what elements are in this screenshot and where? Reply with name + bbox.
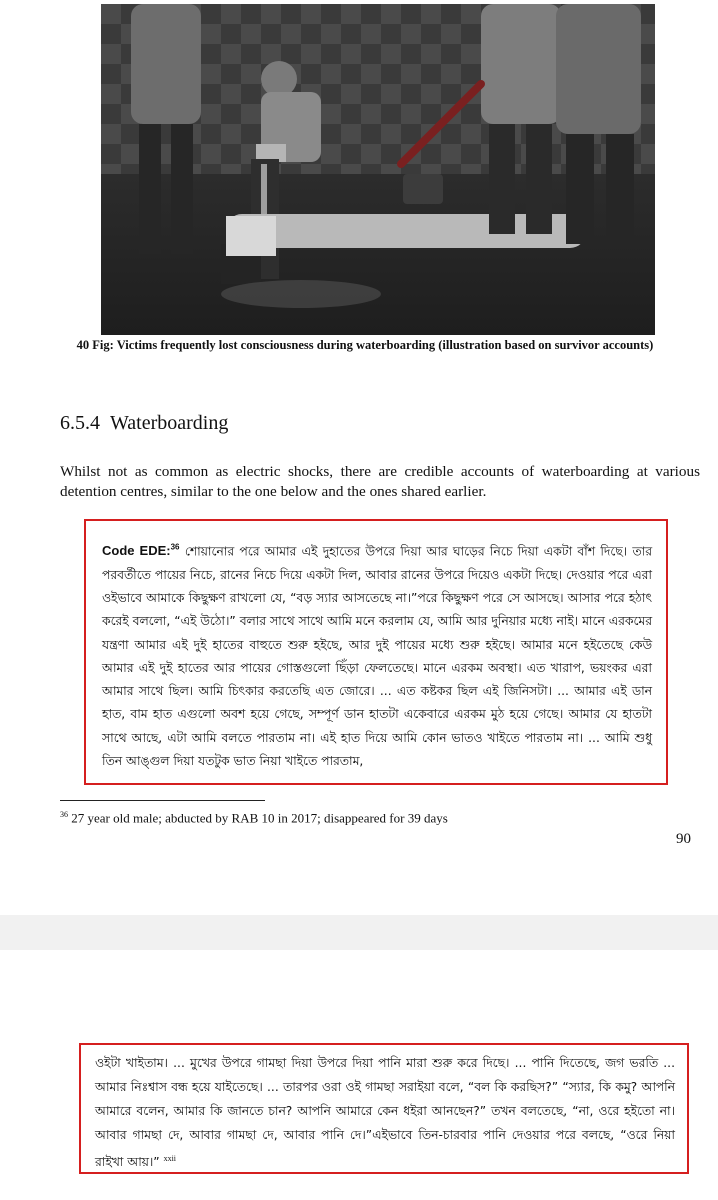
waterboarding-illustration [101, 4, 655, 335]
testimony-text: শোয়ানোর পরে আমার এই দুহাতের উপরে দিয়া আর ঘাড়ের নিচে দিয়া একটা বাঁশ দিছে। তার পরবর্তীতে পায়ের নিচে, রানের নিচে দিয়ে একটা দিল, আবার রানের উপরে দিয়েও একটা দিছে। দেওয়ার পরে এরা ওইভাবে আমাকে কিছুক্ষণ রাখলো যে, “বড় স্যার আসতেছে না।”পরে কিছুক্ষণ পরে সে আসছে। আসার পরে হঠাৎ করেই বললো, “এই উঠো।” বলার সাথে সাথে আমি মনে করলাম যে, আমি আর দুনিয়ার মধ্যে নাই। মানে এরকমের যন্ত্রণা আমার এই দুই হাতের বাহুতে শুরু হইছে, আর দুই পায়ের মধ্যে শুরু হইছে। আমার মনে হইতেছে কেউ আমার এই দুই হাতের আর পায়ের গোস্তগুলো ছিঁড়া ফেলতেছে। মানে এরকম অবস্থা। এত খারাপ, ভয়ংকর এরা আমার সাথে ছিল। আমি চিৎকার করতেছি এত জোরে। ... এত কষ্টকর ছিল এই জিনিসটা। ... আমার এই ডান হাত, বাম হাত এগুলো অবশ হয়ে গেছে, সম্পূর্ণ ডান হাতটা একেবারে এরকম মুঠ হয়ে গেছে। আমার যে হাতটা সাথে আছে, এটা আমি বলতে পারতাম না। এই হাত দিয়ে আমি কোন ভাতও খাইতে পারতাম না। ... আমি শুধু তিন আঙ্গুল দিয়া যতটুক ভাত নিয়া খাইতে পারতাম, [102, 544, 652, 768]
section-title: Waterboarding [110, 412, 229, 434]
testimony-code-label: Code EDE:$^{36}$ [102, 543, 180, 559]
section-paragraph: Whilst not as common as electric shocks, there are credible accounts of waterboarding at various detention centres, similar to the one below and the ones shared earlier. [60, 463, 700, 500]
testimony-quote-box [84, 519, 668, 785]
endnote-ref-marker: xxii [163, 1154, 177, 1163]
footnote-text: 27 year old male; abducted by RAB 10 in 2017; disappeared for 39 days [71, 810, 448, 826]
section-heading [60, 412, 228, 435]
footnote-number: 36 [60, 810, 68, 819]
figure-caption: 40 Fig: Victims frequently lost consciousness during waterboarding (illustration based on survivor accounts) [76, 338, 654, 352]
footnote [60, 810, 448, 826]
footnote-separator [60, 800, 265, 801]
document-page-next [0, 950, 718, 1200]
testimony-continuation-box [79, 1043, 689, 1174]
illustration-graphic [101, 4, 655, 335]
page-number: 90 [676, 831, 691, 847]
page-gap [0, 915, 718, 950]
footnote-ref-marker: 36 [170, 543, 180, 552]
section-number: 6.5.4 [60, 412, 100, 434]
testimony-continuation-text: ওইটা খাইতাম। ... মুখের উপরে গামছা দিয়া উপরে দিয়া পানি মারা শুরু করে দিছে। ... পানি দিতেছে, জগ ভরতি ... আমার নিঃশ্বাস বন্ধ হয়ে যাইতেছে। ... তারপর ওরা ওই গামছা সরাইয়া বলে, “বল কি করছিস?” “স্যার, কি কমু? আপনি আমারে বলেন, আমার কি জানতে চান? আপনি আমারে কেন ধইরা আনছেন?” তখন বলতেছে, “না, ওরে হইতো না। আবার গামছা দে, আবার গামছা দে, আবার পানি দে।”এইভাবে তিন-চারবার পানি দেওয়ার পরে বলছে, “ওরে নিয়া রাইখা আয়।” [95, 1056, 675, 1170]
